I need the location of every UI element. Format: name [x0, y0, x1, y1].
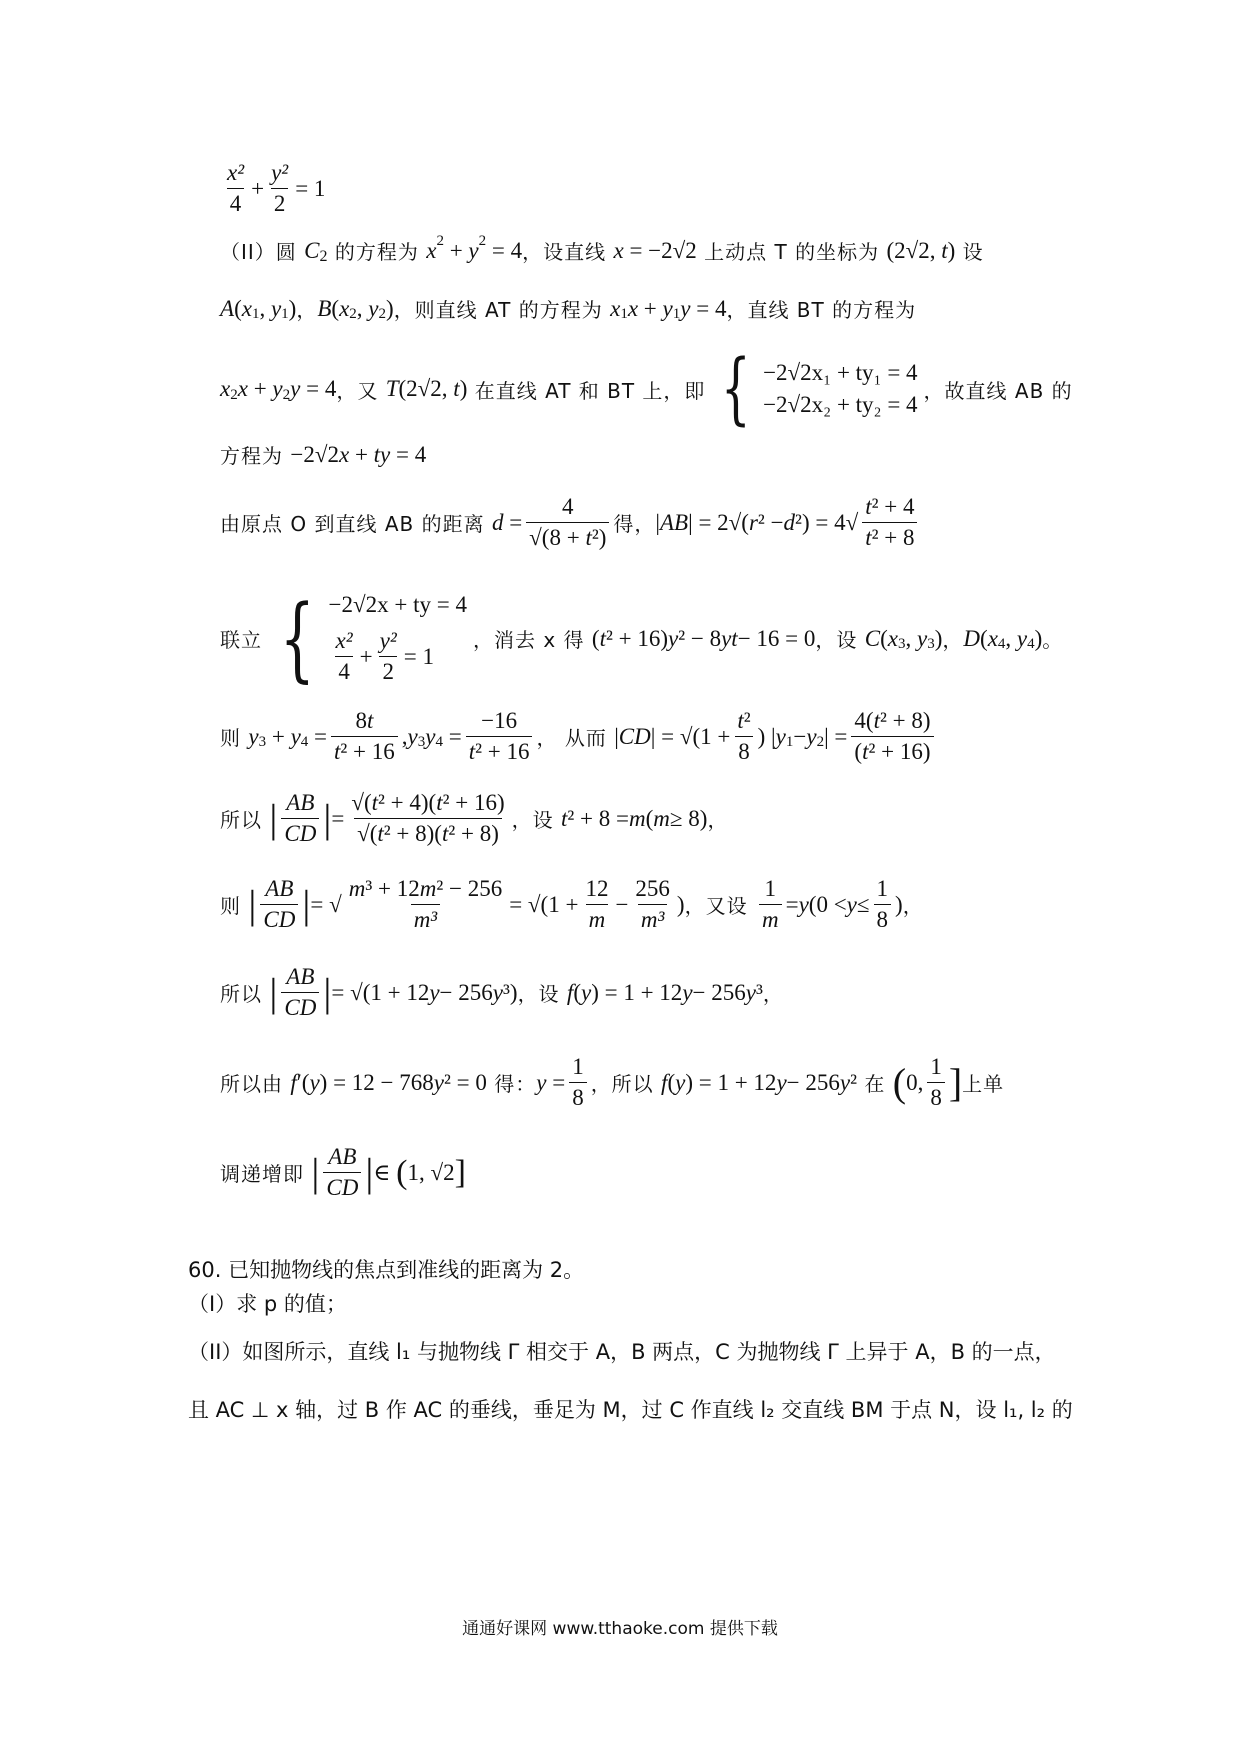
- system-1-eq-1: −2√2x₁ + ty₁ = 4: [763, 360, 918, 385]
- question-60-part-2: （II）如图所示，直线 l₁ 与抛物线 Γ 相交于 A，B 两点，C 为抛物线 Γ 上异于 A，B 的一点，: [188, 1340, 1056, 1364]
- solution-line-11: 所以 | $\frac{AB}{CD}$ | = √(1 + 12 y − 256 y ³) ，设 f ( y ) = 1 + 12 y − 256 y ³ ，: [220, 964, 784, 1020]
- solution-line-13: 调递增即 | $\frac{AB}{CD}$ | ∈ ( 1, √2 ]: [220, 1144, 466, 1200]
- question-60-part-3: 且 AC ⊥ x 轴，过 B 作 AC 的垂线，垂足为 M，过 C 作直线 l₂ 交直线 BM 于点 N，设 l₁, l₂ 的: [188, 1398, 1073, 1422]
- solution-line-9: 所以 | $\frac{AB}{CD}$ | = $\frac{\text{√(t² + 4)(t² + 16)}}{\text{√(t² + 8)(t² + 8)}}$ ，设 t ² + 8 = m ( m ≥ 8) ，: [220, 790, 729, 846]
- solution-line-12: 所以由 f ′( y ) = 12 − 768 y ² = 0 得： y = $\frac{1}{8}$ ，所以 f ( y ) = 1 + 12 y − 256 y ² 在 ( 0, $\frac{1}{8}$ ] 上单: [220, 1054, 1005, 1110]
- solution-line-2: （II）圆 C 2 的方程为 x 2 + y 2 = 4 ，设直线 x = −2√2 上动点 T 的坐标为 (2√2, t ) 设: [220, 233, 984, 265]
- system-1-eq-2: −2√2x₂ + ty₂ = 4: [763, 392, 918, 417]
- system-of-equations-1: { −2√2x₁ + ty₁ = 4 −2√2x₂ + ty₂ = 4: [721, 344, 918, 434]
- solution-line-4: x 2 x + y 2 y = 4 ，又 T (2√2, t ) 在直线 AT 和 BT 上，即 { −2√2x₁ + ty₁ = 4 −2√2x₂ + ty₂ = 4 ，故直线 AB 的: [220, 344, 1073, 434]
- solution-line-6: 由原点 O 到直线 AB 的距离 d = $\frac{4}{\text{√(8 + t²)}}$ 得， | AB | = 2√( r ² − d ²) = 4 √ $\frac{\text{t² + 4}}{\text{t² + 8}}$: [220, 494, 1100, 551]
- question-60-title: 60. 已知抛物线的焦点到准线的距离为 2。: [188, 1258, 585, 1282]
- solution-line-5: 方程为 −2√2 x + ty = 4: [220, 441, 427, 468]
- solution-line-10: 则 | $\frac{AB}{CD}$ | = √ $\frac{\text{m³ + 12m² − 256}}{\text{m³}}$ = √(1 + $\frac{12}{m}$ − $\frac{256}{\text{m³}}$ ) ，又设 $\frac{1}{m}$ = y (0 < y ≤ $\frac{1}{8}$ ) ，: [220, 876, 924, 932]
- solution-line-7: 联立 { −2√2x + ty = 4 $\frac{\text{x²}}{4}$ + $\frac{\text{y²}}{2}$ = 1 ，消去 x 得 ( t ² + 16) y ² − 8 yt − 16 = 0 ，设 C ( x 3 , y 3 ) ， D ( x 4 , y 4 ) 。: [220, 584, 1064, 692]
- system-of-equations-2: { −2√2x + ty = 4 $\frac{\text{x²}}{4}$ + $\frac{\text{y²}}{2}$ = 1: [279, 584, 467, 692]
- joint-label: 联立: [220, 628, 262, 652]
- page-footer: 通通好课网 www.tthaoke.com 提供下载: [462, 1619, 778, 1639]
- solution-line-3: A ( x 1 , y 1 ) ， B ( x 2 , y 2 ) ，则直线 AT 的方程为 x 1 x + y 1 y = 4 ，直线 BT 的方程为: [220, 295, 917, 322]
- line-4-tail: ，故直线 AB 的: [923, 378, 1073, 403]
- question-60-part-1: （I）求 p 的值；: [188, 1292, 347, 1316]
- ellipse-equation: $\frac{\text{x²}}{4}$ + $\frac{\text{y²}}{2}$ = 1: [227, 160, 326, 216]
- solution-line-8: 则 y 3 + y 4 = $\frac{8t}{\text{t² + 16}}$ , y 3 y 4 = $\frac{-16}{\text{t² + 16}}$ ， 从而 | CD | = √(1 + $\frac{\text{t²}}{8}$ ) | y 1 − y 2 | = $\frac{\text{4(t² + 8)}}{\text{(t² + 16)}}$: [220, 708, 1100, 765]
- system-2-eq-1: −2√2x + ty = 4: [328, 592, 467, 617]
